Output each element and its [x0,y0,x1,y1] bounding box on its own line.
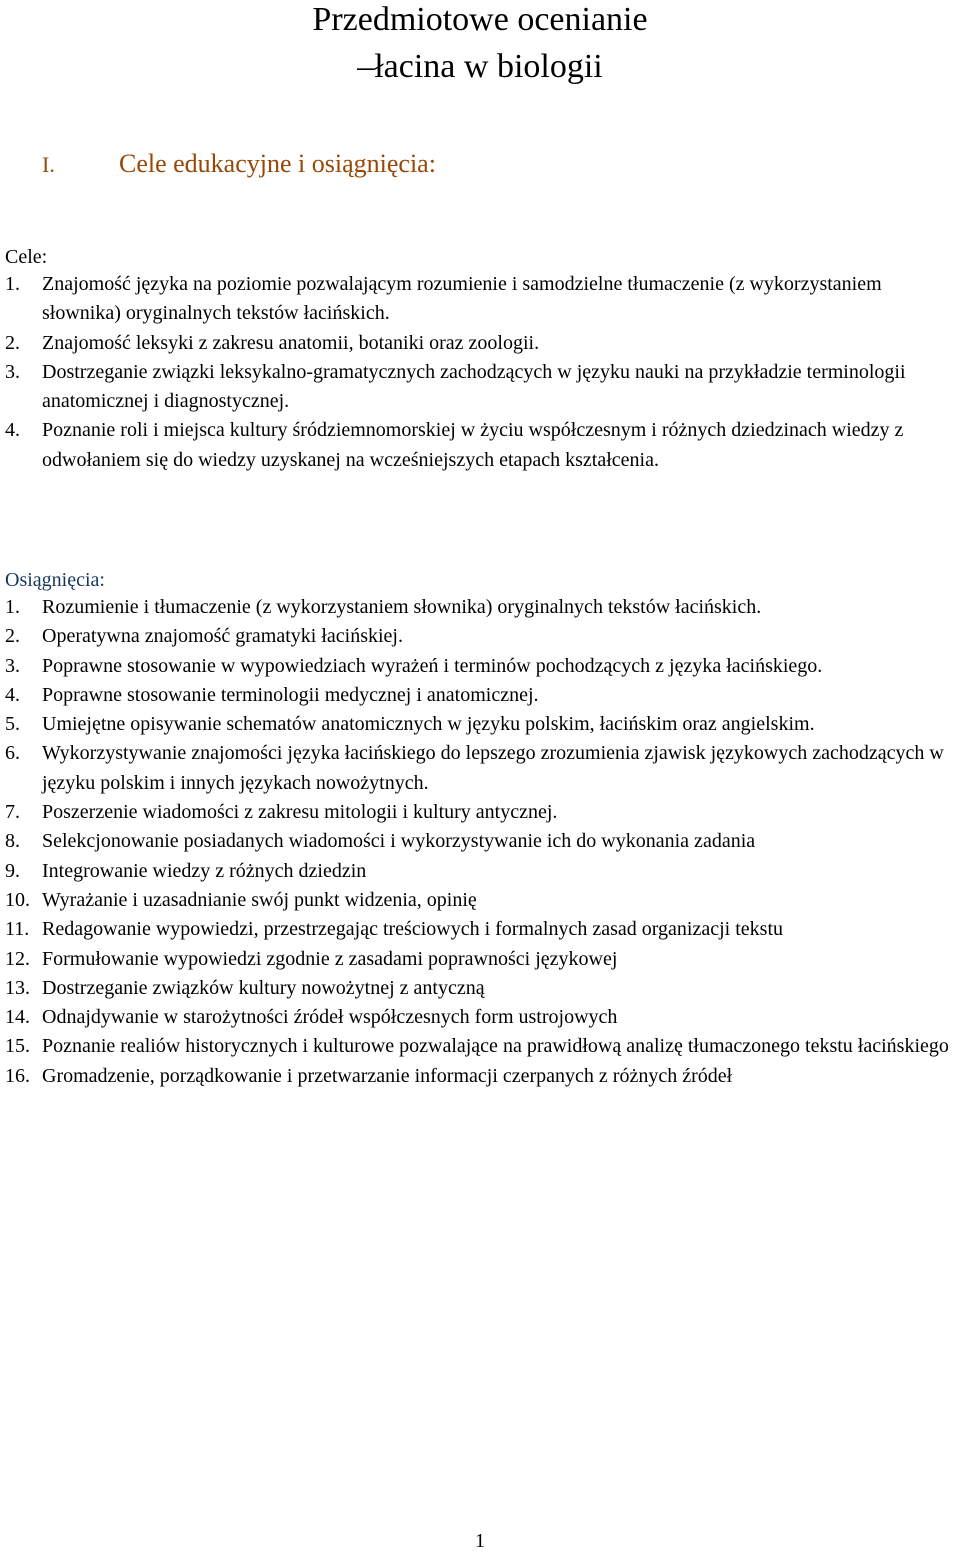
list-item [5,945,955,974]
list-item-number: 10. [5,888,30,911]
list-item [5,1062,955,1091]
list-item [5,416,955,475]
list-item [5,974,955,1003]
list-item-number: 2. [5,331,20,354]
list-item-text: Formułowanie wypowiedzi zgodnie z zasadami poprawności językowej [42,947,618,970]
list-item-number: 1. [5,273,20,295]
list-item-text: Rozumienie i tłumaczenie (z wykorzystaniem słownika) oryginalnych tekstów łacińskich. [42,596,762,618]
list-item-text: Poprawne stosowanie w wypowiedziach wyrażeń i terminów pochodzących z języka łacińskiego. [42,654,823,677]
osiagniecia-label: Osiągnięcia: [5,569,105,591]
document-title-line-1: Przedmiotowe ocenianie [312,1,648,38]
list-item-text: Redagowanie wypowiedzi, przestrzegając treściowych i formalnych zasad organizacji tekstu [42,918,783,941]
list-item-number: 6. [5,742,20,765]
list-item-text: Wyrażanie i uzasadnianie swój punkt widzenia, opinię [42,888,477,911]
list-item [5,1003,955,1032]
list-item-text: Poprawne stosowanie terminologii medycznej i anatomicznej. [42,683,539,706]
list-item-text: Integrowanie wiedzy z różnych dziedzin [42,859,367,882]
list-item-text: Umiejętne opisywanie schematów anatomicznych w języku polskim, łacińskim oraz angielskim. [42,713,815,736]
osiagniecia-list [5,593,955,1091]
section-heading [42,147,436,182]
list-item [5,270,955,329]
list-item-text: Gromadzenie, porządkowanie i przetwarzanie informacji czerpanych z różnych źródeł [42,1064,733,1087]
list-item [5,857,955,886]
list-item [5,593,955,622]
list-item [5,886,955,915]
list-item-number: 4. [5,419,20,442]
list-item-text: Dostrzeganie związków kultury nowożytnej z antyczną [42,976,485,999]
list-item-text: Selekcjonowanie posiadanych wiadomości i wykorzystywanie ich do wykonania zadania [42,830,756,853]
list-item-number: 11. [5,918,30,941]
list-item-number: 5. [5,713,20,736]
list-item [5,681,955,710]
list-item-number: 2. [5,625,20,648]
list-item [5,710,955,739]
list-item-number: 4. [5,683,20,706]
list-item-text: Poznanie realiów historycznych i kulturowe pozwalające na prawidłową analizę tłumaczonego tekstu łacińskiego [42,1035,949,1058]
list-item [5,915,955,944]
list-item [5,1032,955,1061]
list-item [5,329,955,358]
section-number: I. [42,152,55,177]
list-item [5,622,955,651]
list-item-number: 9. [5,859,20,882]
list-item-number: 3. [5,654,20,677]
list-item-text: Operatywna znajomość gramatyki łacińskiej. [42,625,403,648]
list-item-text: Odnajdywanie w starożytności źródeł współczesnych form ustrojowych [42,1006,618,1029]
section-title: Cele edukacyjne i osiągnięcia: [119,149,436,178]
list-item [5,827,955,856]
list-item-number: 8. [5,830,20,853]
list-item [5,358,955,417]
list-item [5,739,955,798]
list-item-text: Znajomość leksyki z zakresu anatomii, botaniki oraz zoologii. [42,331,540,354]
list-item-number: 3. [5,360,20,383]
document-title-line-2: –łacina w biologii [357,48,603,85]
list-item-text: Poszerzenie wiadomości z zakresu mitologii i kultury antycznej. [42,801,558,824]
list-item-text: Znajomość języka na poziomie pozwalającym rozumienie i samodzielne tłumaczenie (z wykorzystaniem słownika) oryginalnych tekstów łacińskich. [42,273,882,325]
list-item [5,652,955,681]
list-item-number: 15. [5,1035,30,1058]
list-item-number: 16. [5,1064,30,1087]
list-item-number: 14. [5,1006,30,1029]
list-item-text: Wykorzystywanie znajomości języka łacińskiego do lepszego zrozumienia zjawisk językowych zachodzących w języku polskim i innych językach nowożytnych. [42,742,944,794]
page-number: 1 [475,1530,485,1552]
cele-label: Cele: [5,246,48,268]
list-item-number: 1. [5,596,20,618]
list-item [5,798,955,827]
list-item-text: Dostrzeganie związki leksykalno-gramatycznych zachodzących w języku nauki na przykładzie terminologii anatomicznej i diagnostycznej. [42,360,906,413]
list-item-number: 12. [5,947,30,970]
list-item-number: 7. [5,801,20,824]
list-item-number: 13. [5,976,30,999]
cele-list [5,270,955,475]
list-item-text: Poznanie roli i miejsca kultury śródziemnomorskiej w życiu współczesnym i różnych dziedzinach wiedzy z odwołaniem się do wiedzy uzyskanej na wcześniejszych etapach kształcenia. [42,419,904,471]
